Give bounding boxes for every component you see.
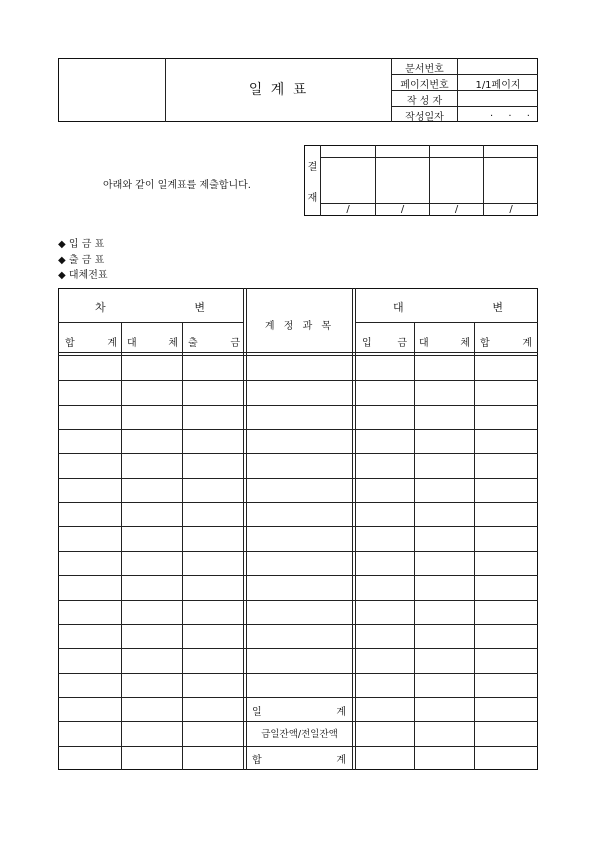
list-item: ◆ 대체전표 — [58, 270, 108, 281]
list-item: ◆ 출 금 표 — [58, 254, 105, 266]
notice-text: 아래와 같이 일계표를 제출합니다. — [103, 180, 251, 191]
credit-col-transfer: 대 체 — [419, 338, 470, 349]
meta-label-date: 작성일자 — [405, 112, 444, 123]
list-item: ◆ 입 금 표 — [58, 239, 105, 250]
diamond-bullet-icon: ◆ — [58, 254, 66, 266]
meta-label-doc-no: 문서번호 — [405, 64, 444, 75]
diamond-bullet-icon: ◆ — [58, 270, 66, 281]
account-header: 계 정 과 목 — [264, 321, 335, 332]
approval-date-3: / — [454, 204, 459, 215]
summary-balance: 금일잔액/전일잔액 — [261, 729, 338, 740]
debit-header: 차 변 — [95, 301, 205, 314]
bullet-list — [58, 237, 108, 284]
approval-label-bottom: 재 — [307, 193, 318, 204]
credit-header: 대 변 — [393, 301, 503, 314]
meta-value-date: . . . — [490, 108, 536, 119]
debit-col-total: 합 계 — [65, 338, 117, 349]
meta-label-author: 작 성 자 — [406, 96, 443, 107]
summary-grand-total: 합 계 — [252, 755, 346, 766]
approval-date-4: / — [509, 204, 513, 215]
credit-col-total: 합 계 — [480, 338, 532, 349]
approval-date-2: / — [400, 204, 405, 215]
meta-label-page-no: 페이지번호 — [400, 80, 449, 91]
approval-date-1: / — [346, 204, 350, 215]
meta-value-page-no: 1/1페이지 — [475, 80, 521, 91]
page-title: 일 계 표 — [248, 82, 309, 98]
debit-col-transfer: 대 체 — [127, 338, 178, 349]
approval-label-top: 결 — [307, 162, 318, 173]
diamond-bullet-icon: ◆ — [58, 239, 66, 250]
debit-col-withdrawal: 출 금 — [188, 338, 240, 349]
credit-col-deposit: 입 금 — [362, 338, 407, 349]
summary-daily-total: 일 계 — [252, 707, 346, 718]
